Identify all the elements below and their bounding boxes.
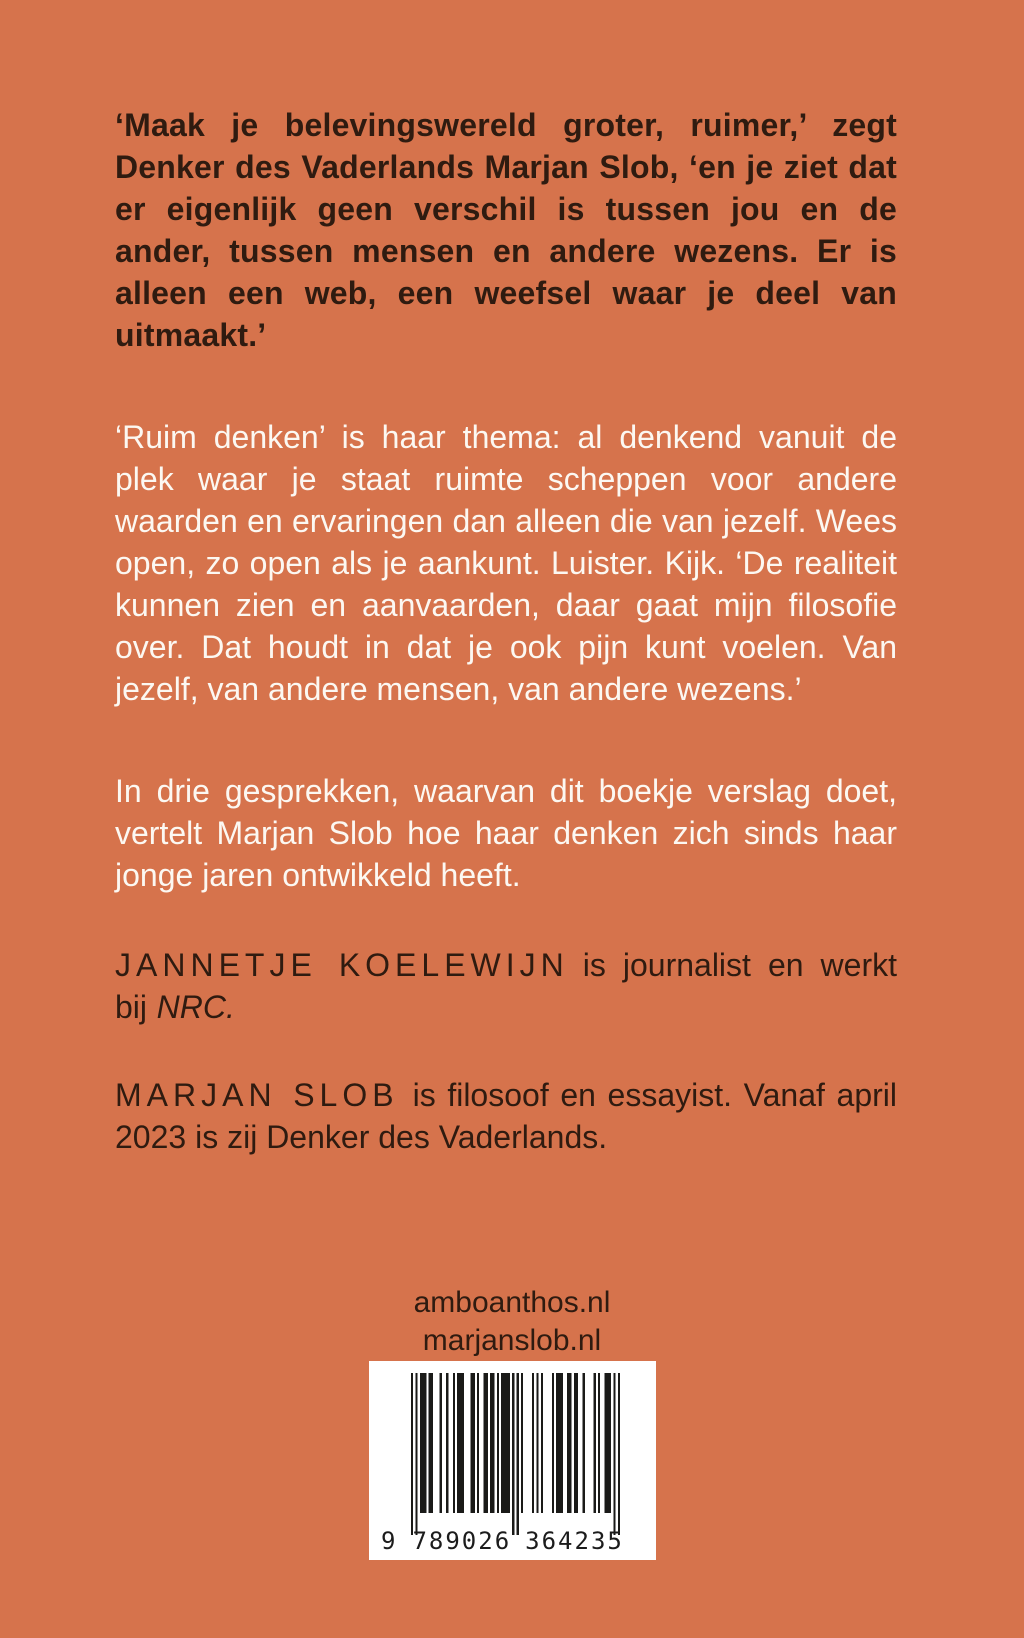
isbn-digit-group-1: 789026 — [412, 1527, 512, 1555]
quote-paragraph: ‘Maak je belevingswereld groter, ruimer,’ zegt Denker des Vaderlands Marjan Slob, ‘en je ziet dat er eigenlijk geen verschil is tussen jou en de ander, tussen mensen en andere wezens. Er is alleen een web, een weefsel waar je deel van uitmaakt.’ — [115, 107, 897, 353]
summary-paragraph: In drie gesprekken, waarvan dit boekje verslag doet, vertelt Marjan Slob hoe haar denken zich sinds haar jonge jaren ontwikkeld heeft. — [115, 773, 897, 893]
author-website: marjanslob.nl — [422, 1324, 602, 1357]
bio-marjan-slob — [115, 1074, 897, 1158]
philosopher-description: is filosoof en essayist. Vanaf april 2023 is zij Denker des Vaderlands. — [115, 1077, 898, 1155]
journalist-name: JANNETJE KOELEWIJN — [115, 947, 569, 983]
isbn-digit-first: 9 — [381, 1527, 398, 1555]
isbn-barcode — [369, 1361, 656, 1560]
philosopher-name: MARJAN SLOB — [115, 1077, 399, 1113]
isbn-digit-group-2: 364235 — [525, 1527, 624, 1555]
publication-name: NRC. — [156, 989, 235, 1025]
ean13-barcode-bars — [411, 1373, 620, 1535]
journalist-description: is journalist en werkt bij — [115, 947, 897, 1025]
theme-paragraph: ‘Ruim denken’ is haar thema: al denkend vanuit de plek waar je staat ruimte scheppen voor andere waarden en ervaringen dan alleen die van jezelf. Wees open, zo open als je aankunt. Luister. Kijk. ‘De realiteit kunnen zien en aanvaarden, daar gaat mijn filosofie over. Dat houdt in dat je ook pijn kunt voelen. Van jezelf, van andere mensen, van andere wezens.’ — [115, 419, 897, 707]
back-cover-text — [115, 104, 897, 1204]
website-links — [0, 1284, 1024, 1360]
isbn-digits — [381, 1527, 646, 1555]
bio-jannetje-koelewijn — [115, 944, 897, 1028]
publisher-website: amboanthos.nl — [413, 1286, 611, 1319]
